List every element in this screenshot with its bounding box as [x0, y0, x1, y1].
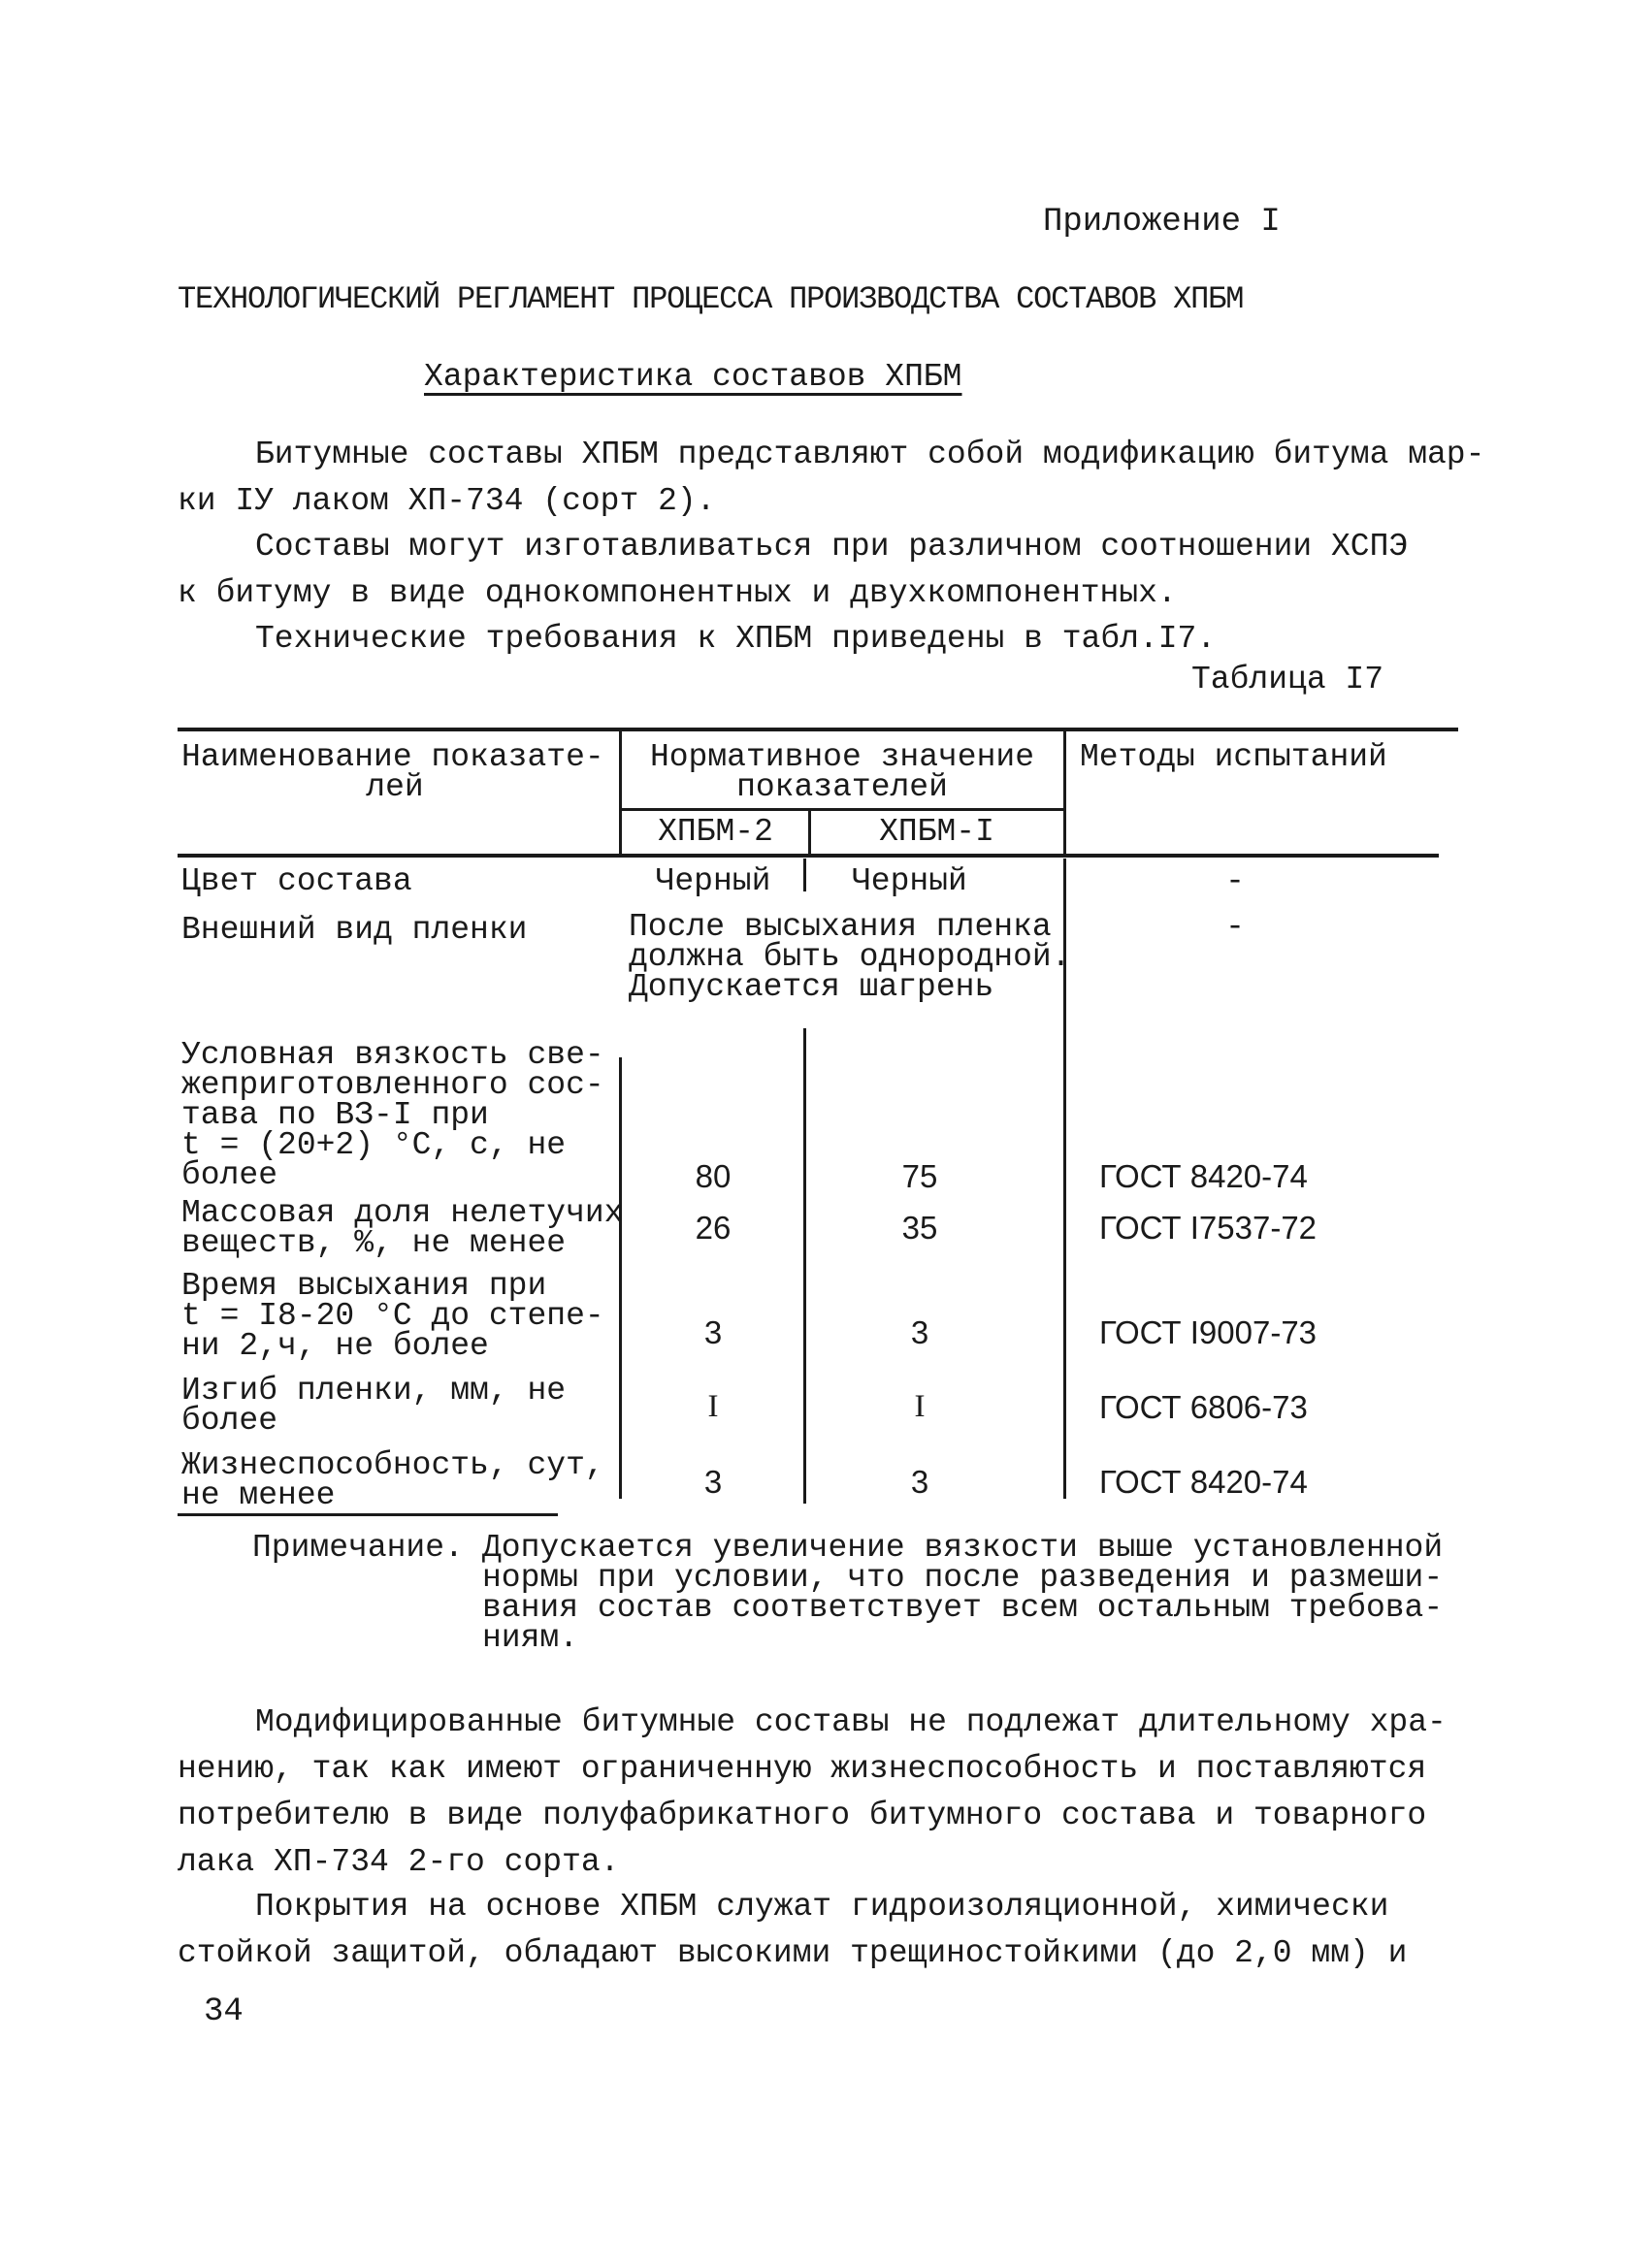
subcol-divider — [808, 808, 811, 854]
header-norm-line: Нормативное значение — [649, 739, 1035, 775]
row-mass-v1: 26 — [695, 1210, 732, 1246]
paragraph-line: стойкой защитой, обладают высокими трещиностойкими (до 2,0 мм) и — [178, 1935, 1408, 1971]
table-top-rule — [178, 728, 1458, 731]
row-potlife-line: не менее — [181, 1477, 336, 1513]
paragraph-line: к битуму в виде однокомпонентных и двухкомпонентных. — [178, 575, 1177, 611]
header-name-line: лей — [366, 769, 424, 805]
row-viscosity-method: ГОСТ 8420-74 — [1099, 1158, 1308, 1194]
row-appearance-name: Внешний вид пленки — [181, 912, 528, 948]
row-color-name: Цвет состава — [181, 863, 412, 899]
paragraph-2 — [178, 524, 1408, 617]
paragraph-line: Модифицированные битумные составы не подлежат длительному хра- — [255, 1704, 1447, 1740]
note-line: вания состав соответствует всем остальным требова- — [482, 1590, 1444, 1626]
header-bottom-rule — [178, 854, 1439, 858]
paragraph-3 — [178, 616, 1216, 663]
row-drying-v2: 3 — [910, 1314, 929, 1350]
note-label: Примечание. — [252, 1530, 464, 1566]
page-title: ТЕХНОЛОГИЧЕСКИЙ РЕГЛАМЕНТ ПРОЦЕССА ПРОИЗВОДСТВА СОСТАВОВ ХПБМ — [178, 281, 1244, 317]
paragraph-1 — [178, 432, 1484, 525]
row-appearance-value — [629, 909, 1071, 1005]
paragraph-line: Битумные составы ХПБМ представляют собой модификацию битума мар- — [255, 437, 1485, 472]
table-bottom-rule — [178, 1513, 558, 1516]
paragraph-line: потребителю в виде полуфабрикатного битумного состава и товарного — [178, 1798, 1427, 1833]
row-potlife-method: ГОСТ 8420-74 — [1099, 1464, 1308, 1500]
body-col-divider — [1063, 1057, 1066, 1499]
row-viscosity-name — [181, 1037, 604, 1193]
col-divider — [619, 728, 622, 854]
header-norm-line: показателей — [736, 769, 948, 805]
table-caption: Таблица I7 — [1191, 662, 1384, 697]
row-viscosity-line: более — [181, 1157, 278, 1193]
row-mass-v2: 35 — [901, 1210, 938, 1246]
row-viscosity-line: жеприготовленного сос- — [181, 1067, 604, 1103]
row-bending-line: более — [181, 1403, 278, 1439]
row-drying-line: ни 2,ч, не более — [181, 1328, 489, 1364]
note-line: ниям. — [482, 1620, 579, 1656]
row-viscosity-line: тава по ВЗ-I при — [181, 1097, 489, 1133]
row-viscosity-v2: 75 — [901, 1158, 938, 1194]
row-mass-method: ГОСТ I7537-72 — [1099, 1210, 1318, 1246]
note-text — [482, 1530, 1444, 1656]
row-viscosity-v1: 80 — [695, 1158, 732, 1194]
row-appearance-line: Допускается шагрень — [629, 969, 994, 1005]
body-col-divider — [619, 1057, 622, 1499]
row-drying-name — [181, 1268, 604, 1364]
section-subtitle: Характеристика составов ХПБМ — [424, 359, 962, 395]
row-potlife-line: Жизнеспособность, сут, — [181, 1447, 604, 1483]
row-color-v2: Черный — [852, 863, 967, 899]
row-appearance-line: должна быть однородной. — [629, 939, 1071, 975]
header-sub-xpbm1: ХПБМ-I — [879, 814, 994, 850]
row-potlife-v1: 3 — [703, 1464, 723, 1500]
paragraph-4 — [178, 1700, 1447, 1886]
paragraph-line: Покрытия на основе ХПБМ служат гидроизоляционной, химически — [255, 1889, 1389, 1925]
row-drying-v1: 3 — [703, 1314, 723, 1350]
row-mass-line: веществ, %, не менее — [181, 1225, 567, 1261]
col-divider — [1063, 728, 1066, 854]
row-mass-line: Массовая доля нелетучих — [181, 1195, 624, 1231]
header-norm — [626, 739, 1058, 805]
row-bending-v1: I — [707, 1389, 719, 1424]
row-color-v1: Черный — [655, 863, 771, 899]
note-line: Допускается увеличение вязкости выше установленной — [482, 1530, 1444, 1566]
page-number: 34 — [204, 1993, 244, 2030]
row-bending-method: ГОСТ 6806-73 — [1099, 1389, 1308, 1425]
paragraph-line: Технические требования к ХПБМ приведены в табл.I7. — [255, 621, 1217, 657]
row-viscosity-line: t = (20+2) °С, с, не — [181, 1127, 567, 1163]
row-potlife-name — [181, 1447, 604, 1513]
row-mass-name — [181, 1195, 624, 1261]
row-appearance-method: - — [1225, 909, 1245, 945]
row-drying-method: ГОСТ I9007-73 — [1099, 1314, 1318, 1350]
specs-table — [178, 728, 1458, 1523]
paragraph-line: Составы могут изготавливаться при различном соотношении ХСПЭ — [255, 529, 1409, 565]
header-sub-xpbm2: ХПБМ-2 — [658, 814, 773, 850]
body-subcol-divider — [803, 1028, 806, 1504]
paragraph-line: лака ХП-734 2-го сорта. — [178, 1844, 620, 1880]
header-name-line: Наименование показате- — [181, 739, 604, 775]
header-name — [181, 739, 608, 805]
note-line: нормы при условии, что после разведения и размеши- — [482, 1560, 1444, 1596]
row-color-method: - — [1225, 863, 1245, 899]
header-method: Методы испытаний — [1080, 739, 1387, 775]
row-appearance-line: После высыхания пленка — [629, 909, 1052, 945]
row-potlife-v2: 3 — [910, 1464, 929, 1500]
body-subcol-divider — [803, 859, 806, 891]
row-bending-line: Изгиб пленки, мм, не — [181, 1373, 567, 1409]
row-bending-v2: I — [914, 1389, 926, 1424]
appendix-label: Приложение I — [1043, 204, 1281, 241]
row-drying-line: t = I8-20 °С до степе- — [181, 1298, 604, 1334]
row-bending-name — [181, 1373, 567, 1439]
header-split-rule — [619, 808, 1065, 811]
paragraph-5 — [178, 1884, 1407, 1977]
paragraph-line: нению, так как имеют ограниченную жизнеспособность и поставляются — [178, 1751, 1427, 1787]
paragraph-line: ки IУ лаком ХП-734 (сорт 2). — [178, 483, 716, 519]
row-viscosity-line: Условная вязкость све- — [181, 1037, 604, 1073]
row-drying-line: Время высыхания при — [181, 1268, 547, 1304]
